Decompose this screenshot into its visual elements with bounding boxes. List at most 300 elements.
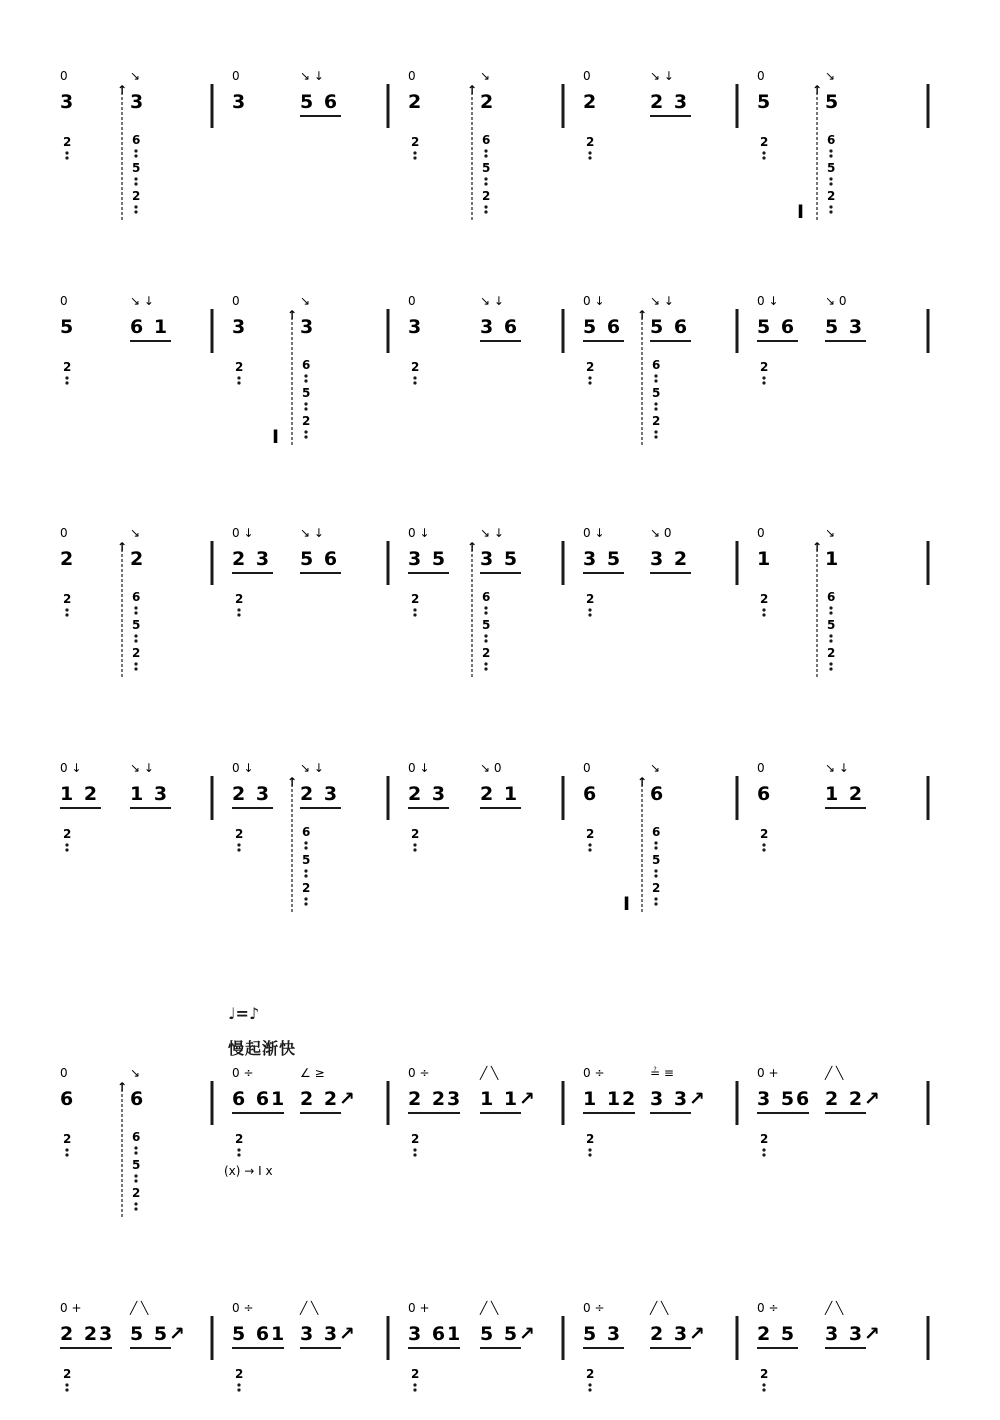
technique-mark: ╱ ╲ xyxy=(825,1066,844,1080)
low-octave-dot xyxy=(654,407,657,410)
low-octave-dot xyxy=(654,869,657,872)
technique-mark: ↘ ↓ xyxy=(300,761,324,775)
low-octave-dot xyxy=(237,613,240,616)
measure xyxy=(232,294,315,448)
note: 2 2↗ xyxy=(825,1088,882,1110)
low-octave-dot xyxy=(134,205,137,208)
low-octave-dot xyxy=(829,149,832,152)
low-octave-dot xyxy=(237,381,240,384)
technique-mark: 0 ↓ xyxy=(60,761,82,775)
phrase-mark: I xyxy=(623,893,633,915)
technique-mark: 0 ÷ xyxy=(583,1066,605,1080)
low-octave-dot xyxy=(134,1207,137,1210)
low-octave-dot xyxy=(65,376,68,379)
low-octave-dot xyxy=(829,177,832,180)
note: 2 23 xyxy=(60,1323,115,1345)
note: 1 1↗ xyxy=(480,1088,537,1110)
bass-note: 2 xyxy=(235,1367,244,1381)
low-octave-dot xyxy=(65,1383,68,1386)
low-octave-dot xyxy=(65,608,68,611)
low-octave-dot xyxy=(829,611,832,614)
tempo-instruction: 慢起渐快 xyxy=(228,1039,297,1058)
low-octave-dot xyxy=(829,210,832,213)
technique-mark: 0 ÷ xyxy=(583,1301,605,1315)
low-octave-dot xyxy=(829,667,832,670)
arpeggio-note: 2 xyxy=(652,414,661,428)
low-octave-dot xyxy=(762,376,765,379)
technique-mark: ↘ ↓ xyxy=(130,294,154,308)
technique-mark: 0 ÷ xyxy=(232,1066,254,1080)
low-octave-dot xyxy=(413,843,416,846)
technique-mark: ↘ 0 xyxy=(825,294,847,308)
low-octave-dot xyxy=(484,154,487,157)
technique-mark: 0 ↓ xyxy=(583,294,605,308)
percussion-annotation: (x) → I x xyxy=(224,1164,273,1178)
arpeggio-note: 5 xyxy=(827,161,836,175)
low-octave-dot xyxy=(304,407,307,410)
measure xyxy=(757,526,840,677)
technique-mark: ╱ ╲ xyxy=(480,1301,499,1315)
note: 5 6 xyxy=(583,316,623,338)
note: 3 3↗ xyxy=(650,1088,707,1110)
arpeggio-note: 5 xyxy=(132,618,141,632)
low-octave-dot xyxy=(134,634,137,637)
note: 3 5 xyxy=(583,548,623,570)
note: 3 2 xyxy=(650,548,690,570)
low-octave-dot xyxy=(134,662,137,665)
low-octave-dot xyxy=(134,1174,137,1177)
technique-mark: ≟ ≡ xyxy=(650,1066,674,1080)
arpeggio-note: 5 xyxy=(132,161,141,175)
technique-mark: 0 + xyxy=(408,1301,430,1315)
arpeggio-note: 2 xyxy=(827,189,836,203)
note: 3 xyxy=(232,316,248,338)
low-octave-dot xyxy=(588,381,591,384)
technique-mark: ↘ ↓ xyxy=(650,69,674,83)
low-octave-dot xyxy=(588,1383,591,1386)
measure xyxy=(757,1065,882,1157)
low-octave-dot xyxy=(304,435,307,438)
arpeggio-arrow-icon: ↑ xyxy=(467,83,478,97)
low-octave-dot xyxy=(484,210,487,213)
bass-note: 2 xyxy=(411,135,420,149)
arpeggio-note: 5 xyxy=(652,386,661,400)
bass-note: 2 xyxy=(235,1132,244,1146)
bass-note: 2 xyxy=(760,827,769,841)
low-octave-dot xyxy=(413,608,416,611)
measure xyxy=(408,294,521,385)
technique-mark: 0 xyxy=(757,69,765,83)
low-octave-dot xyxy=(654,435,657,438)
technique-mark: ╱ ╲ xyxy=(650,1301,669,1315)
low-octave-dot xyxy=(762,1148,765,1151)
technique-mark: 0 xyxy=(757,526,765,540)
note: 5 6 xyxy=(650,316,690,338)
technique-mark: ↘ ↓ xyxy=(130,761,154,775)
low-octave-dot xyxy=(134,639,137,642)
note: 2 3↗ xyxy=(650,1323,707,1345)
low-octave-dot xyxy=(413,376,416,379)
low-octave-dot xyxy=(304,874,307,877)
bass-note: 2 xyxy=(411,1132,420,1146)
arpeggio-note: 6 xyxy=(652,358,661,372)
low-octave-dot xyxy=(237,1388,240,1391)
technique-mark: 0 ↓ xyxy=(408,526,430,540)
low-octave-dot xyxy=(237,843,240,846)
phrase-mark: I xyxy=(797,201,807,223)
low-octave-dot xyxy=(484,205,487,208)
note: 3 3↗ xyxy=(300,1323,357,1345)
technique-mark: 0 xyxy=(60,294,68,308)
low-octave-dot xyxy=(134,1202,137,1205)
low-octave-dot xyxy=(134,1179,137,1182)
bass-note: 2 xyxy=(586,135,595,149)
technique-mark: 0 xyxy=(583,69,591,83)
arpeggio-note: 6 xyxy=(132,133,141,147)
low-octave-dot xyxy=(413,381,416,384)
low-octave-dot xyxy=(654,874,657,877)
bass-note: 2 xyxy=(235,827,244,841)
arpeggio-note: 2 xyxy=(302,881,311,895)
note: 3 61 xyxy=(408,1323,463,1345)
note: 2 xyxy=(130,548,146,570)
arpeggio-arrow-icon: ↑ xyxy=(637,775,648,789)
low-octave-dot xyxy=(134,182,137,185)
low-octave-dot xyxy=(762,848,765,851)
bass-note: 2 xyxy=(63,135,72,149)
note: 2 xyxy=(583,91,599,113)
technique-mark: ↘ xyxy=(130,1066,141,1080)
note: 5 3 xyxy=(825,316,865,338)
technique-mark: 0 xyxy=(60,69,68,83)
technique-mark: ╱ ╲ xyxy=(480,1066,499,1080)
measure xyxy=(232,1300,357,1420)
low-octave-dot xyxy=(413,848,416,851)
system xyxy=(60,69,928,223)
note: 2 xyxy=(480,91,496,113)
low-octave-dot xyxy=(237,376,240,379)
measure xyxy=(583,294,691,445)
note: 5 61 xyxy=(232,1323,287,1345)
low-octave-dot xyxy=(588,1153,591,1156)
low-octave-dot xyxy=(762,843,765,846)
technique-mark: 0 ÷ xyxy=(757,1301,779,1315)
low-octave-dot xyxy=(829,662,832,665)
low-octave-dot xyxy=(654,430,657,433)
measure xyxy=(757,294,866,385)
low-octave-dot xyxy=(829,634,832,637)
arpeggio-note: 5 xyxy=(132,1158,141,1172)
low-octave-dot xyxy=(484,611,487,614)
low-octave-dot xyxy=(588,156,591,159)
system xyxy=(60,1300,928,1420)
low-octave-dot xyxy=(654,374,657,377)
arpeggio-arrow-icon: ↑ xyxy=(117,83,128,97)
measure xyxy=(232,69,341,116)
system xyxy=(60,1065,928,1217)
arpeggio-note: 6 xyxy=(132,1130,141,1144)
technique-mark: ↘ xyxy=(480,69,491,83)
technique-mark: 0 xyxy=(60,1066,68,1080)
technique-mark: ↘ xyxy=(825,69,836,83)
arpeggio-note: 5 xyxy=(652,853,661,867)
note: 3 3↗ xyxy=(825,1323,882,1345)
arpeggio-note: 5 xyxy=(482,161,491,175)
technique-mark: ↘ ↓ xyxy=(480,294,504,308)
technique-mark: 0 xyxy=(583,761,591,775)
note: 3 6 xyxy=(480,316,520,338)
low-octave-dot xyxy=(484,667,487,670)
low-octave-dot xyxy=(65,1388,68,1391)
note: 1 2 xyxy=(60,783,100,805)
low-octave-dot xyxy=(654,902,657,905)
measure xyxy=(408,1300,537,1420)
bass-note: 2 xyxy=(586,592,595,606)
low-octave-dot xyxy=(588,376,591,379)
arpeggio-arrow-icon: ↑ xyxy=(117,1080,128,1094)
system xyxy=(60,294,928,448)
low-octave-dot xyxy=(484,177,487,180)
note: 2 xyxy=(408,91,424,113)
technique-mark: ∠ ≥ xyxy=(300,1066,325,1080)
note: 2 3 xyxy=(232,783,272,805)
arpeggio-note: 6 xyxy=(482,590,491,604)
note: 1 xyxy=(825,548,841,570)
note: 1 3 xyxy=(130,783,170,805)
measure xyxy=(408,69,495,220)
low-octave-dot xyxy=(304,430,307,433)
measure xyxy=(60,526,145,677)
low-octave-dot xyxy=(65,1148,68,1151)
arpeggio-arrow-icon: ↑ xyxy=(287,308,298,322)
note: 6 1 xyxy=(130,316,170,338)
low-octave-dot xyxy=(588,151,591,154)
note: 5 3 xyxy=(583,1323,623,1345)
note: 2 3 xyxy=(650,91,690,113)
measure xyxy=(583,1066,707,1157)
note: 2 5 xyxy=(757,1323,797,1345)
measure xyxy=(60,69,145,220)
technique-mark: ↘ ↓ xyxy=(300,69,324,83)
arpeggio-note: 2 xyxy=(132,1186,141,1200)
technique-mark: ╱ ╲ xyxy=(300,1301,319,1315)
low-octave-dot xyxy=(484,634,487,637)
note: 1 xyxy=(757,548,773,570)
note: 1 2 xyxy=(825,783,865,805)
arpeggio-note: 2 xyxy=(302,414,311,428)
low-octave-dot xyxy=(413,151,416,154)
arpeggio-note: 2 xyxy=(827,646,836,660)
technique-mark: 0 ↓ xyxy=(408,761,430,775)
note: 3 56 xyxy=(757,1088,812,1110)
measure xyxy=(583,761,665,915)
measure xyxy=(60,294,171,385)
technique-mark: 0 ÷ xyxy=(232,1301,254,1315)
low-octave-dot xyxy=(654,846,657,849)
technique-mark: 0 xyxy=(408,69,416,83)
low-octave-dot xyxy=(829,639,832,642)
arpeggio-note: 6 xyxy=(302,358,311,372)
technique-mark: ╱ ╲ xyxy=(825,1301,844,1315)
low-octave-dot xyxy=(304,374,307,377)
bass-note: 2 xyxy=(411,592,420,606)
low-octave-dot xyxy=(484,606,487,609)
note: 3 5 xyxy=(480,548,520,570)
low-octave-dot xyxy=(588,848,591,851)
bass-note: 2 xyxy=(63,1367,72,1381)
low-octave-dot xyxy=(237,608,240,611)
low-octave-dot xyxy=(762,1383,765,1386)
arpeggio-note: 6 xyxy=(482,133,491,147)
technique-mark: ↘ xyxy=(130,69,141,83)
note: 6 xyxy=(60,1088,76,1110)
technique-mark: 0 ↓ xyxy=(757,294,779,308)
low-octave-dot xyxy=(134,1151,137,1154)
bass-note: 2 xyxy=(63,827,72,841)
low-octave-dot xyxy=(134,611,137,614)
low-octave-dot xyxy=(413,156,416,159)
low-octave-dot xyxy=(134,606,137,609)
note: 5 xyxy=(825,91,841,113)
low-octave-dot xyxy=(829,205,832,208)
low-octave-dot xyxy=(484,182,487,185)
bass-note: 2 xyxy=(235,592,244,606)
note: 2 xyxy=(60,548,76,570)
low-octave-dot xyxy=(65,613,68,616)
note: 5 5↗ xyxy=(480,1323,537,1345)
note: 5 5↗ xyxy=(130,1323,187,1345)
technique-mark: 0 ÷ xyxy=(408,1066,430,1080)
low-octave-dot xyxy=(237,1148,240,1151)
low-octave-dot xyxy=(762,613,765,616)
arpeggio-note: 6 xyxy=(827,133,836,147)
note: 2 3 xyxy=(232,548,272,570)
technique-mark: 0 ↓ xyxy=(232,526,254,540)
note: 6 61 xyxy=(232,1088,287,1110)
low-octave-dot xyxy=(654,897,657,900)
measure xyxy=(757,761,866,852)
low-octave-dot xyxy=(237,1383,240,1386)
measure xyxy=(408,761,521,852)
low-octave-dot xyxy=(762,1153,765,1156)
note: 6 xyxy=(583,783,599,805)
low-octave-dot xyxy=(413,1388,416,1391)
low-octave-dot xyxy=(65,381,68,384)
low-octave-dot xyxy=(134,210,137,213)
low-octave-dot xyxy=(65,151,68,154)
note: 2 2↗ xyxy=(300,1088,357,1110)
bass-note: 2 xyxy=(760,1132,769,1146)
low-octave-dot xyxy=(829,154,832,157)
technique-mark: ↘ xyxy=(300,294,311,308)
note: 5 6 xyxy=(757,316,797,338)
arpeggio-note: 5 xyxy=(482,618,491,632)
arpeggio-note: 5 xyxy=(302,386,311,400)
note: 2 1 xyxy=(480,783,520,805)
low-octave-dot xyxy=(762,608,765,611)
bass-note: 2 xyxy=(63,1132,72,1146)
measure xyxy=(757,69,840,223)
note: 6 xyxy=(757,783,773,805)
note: 3 xyxy=(408,316,424,338)
bass-note: 2 xyxy=(586,1367,595,1381)
low-octave-dot xyxy=(413,1383,416,1386)
low-octave-dot xyxy=(588,1148,591,1151)
arpeggio-arrow-icon: ↑ xyxy=(812,540,823,554)
measure xyxy=(583,1300,707,1420)
tempo-marking: ♩=♪ xyxy=(228,1004,260,1023)
note: 5 6 xyxy=(300,91,340,113)
low-octave-dot xyxy=(654,402,657,405)
note: 3 5 xyxy=(408,548,448,570)
arpeggio-note: 6 xyxy=(302,825,311,839)
bass-note: 2 xyxy=(586,827,595,841)
low-octave-dot xyxy=(134,667,137,670)
note: 3 xyxy=(300,316,316,338)
measure xyxy=(60,1066,145,1217)
technique-mark: 0 + xyxy=(757,1066,779,1080)
note: 3 xyxy=(130,91,146,113)
low-octave-dot xyxy=(413,1148,416,1151)
technique-mark: 0 xyxy=(60,526,68,540)
arpeggio-arrow-icon: ↑ xyxy=(637,308,648,322)
arpeggio-note: 2 xyxy=(652,881,661,895)
technique-mark: 0 xyxy=(232,69,240,83)
low-octave-dot xyxy=(134,149,137,152)
low-octave-dot xyxy=(762,1388,765,1391)
bass-note: 2 xyxy=(760,592,769,606)
technique-mark: ↘ ↓ xyxy=(650,294,674,308)
note: 5 6 xyxy=(300,548,340,570)
measure xyxy=(224,1066,357,1178)
low-octave-dot xyxy=(237,1153,240,1156)
low-octave-dot xyxy=(65,848,68,851)
measure xyxy=(408,526,521,677)
technique-mark: ↘ ↓ xyxy=(480,526,504,540)
low-octave-dot xyxy=(304,402,307,405)
low-octave-dot xyxy=(65,156,68,159)
arpeggio-note: 6 xyxy=(132,590,141,604)
measure xyxy=(232,526,341,617)
technique-mark: ↘ xyxy=(650,761,661,775)
low-octave-dot xyxy=(484,639,487,642)
measure xyxy=(232,761,341,912)
bass-note: 2 xyxy=(411,1367,420,1381)
low-octave-dot xyxy=(134,177,137,180)
arpeggio-arrow-icon: ↑ xyxy=(812,83,823,97)
bass-note: 2 xyxy=(760,1367,769,1381)
low-octave-dot xyxy=(237,848,240,851)
low-octave-dot xyxy=(304,869,307,872)
technique-mark: 0 xyxy=(757,761,765,775)
low-octave-dot xyxy=(588,613,591,616)
note: 2 3 xyxy=(300,783,340,805)
low-octave-dot xyxy=(829,606,832,609)
arpeggio-note: 2 xyxy=(482,646,491,660)
measure xyxy=(583,69,691,160)
low-octave-dot xyxy=(762,156,765,159)
bass-note: 2 xyxy=(411,827,420,841)
technique-mark: 0 + xyxy=(60,1301,82,1315)
low-octave-dot xyxy=(588,1388,591,1391)
low-octave-dot xyxy=(484,662,487,665)
low-octave-dot xyxy=(762,151,765,154)
bass-note: 2 xyxy=(586,1132,595,1146)
low-octave-dot xyxy=(413,613,416,616)
low-octave-dot xyxy=(65,843,68,846)
bass-note: 2 xyxy=(760,360,769,374)
technique-mark: ↘ ↓ xyxy=(825,761,849,775)
